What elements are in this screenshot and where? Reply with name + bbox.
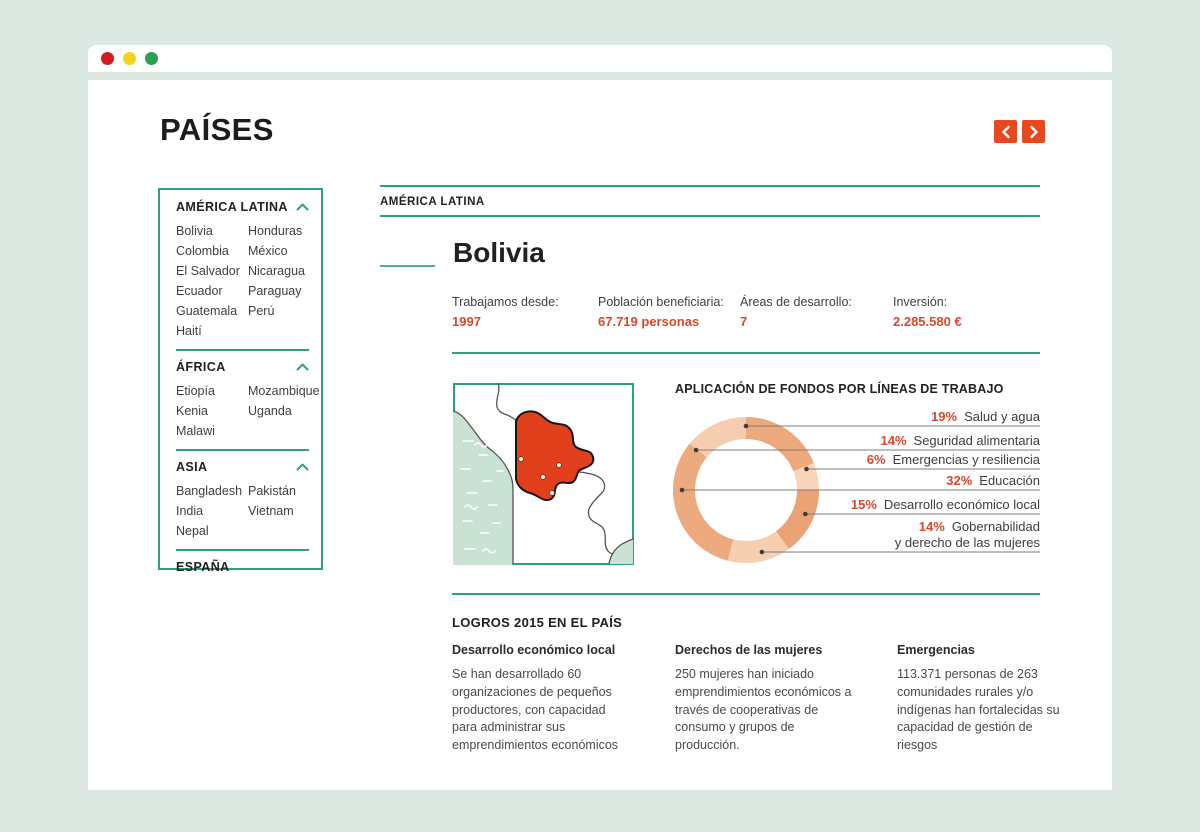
country-detail — [380, 185, 1060, 775]
stat-label: Inversión: — [893, 295, 948, 309]
map-svg — [453, 383, 634, 565]
sidebar-item-vietnam[interactable]: Vietnam — [248, 504, 294, 518]
legend-percent: 14% — [880, 433, 907, 448]
sidebar-item-paraguay[interactable]: Paraguay — [248, 284, 302, 298]
section-divider — [452, 352, 1040, 354]
country-pager — [994, 120, 1045, 143]
logros-column-desarrollo — [452, 643, 630, 755]
legend-label-line2: y derecho de las mujeres — [894, 535, 1040, 550]
sidebar-item-malawi[interactable]: Malawi — [176, 424, 215, 438]
legend-label: Seguridad alimentaria — [913, 433, 1040, 448]
legend-row-salud-y-agua — [931, 409, 1040, 425]
sidebar-section-america-latina[interactable] — [176, 198, 309, 215]
window-close-button[interactable] — [101, 52, 114, 65]
legend-label: Salud y agua — [964, 409, 1040, 424]
stat-inversion — [893, 295, 962, 329]
stat-value: 7 — [740, 314, 748, 329]
sidebar-item-uganda[interactable]: Uganda — [248, 404, 292, 418]
sidebar-item-etiopia[interactable]: Etiopía — [176, 384, 215, 398]
chevron-up-icon — [296, 363, 309, 371]
country-stats — [452, 295, 1040, 347]
browser-window — [88, 45, 1112, 790]
chevron-up-icon — [296, 463, 309, 471]
countries-sidebar — [158, 188, 323, 574]
stat-value: 1997 — [452, 314, 481, 329]
legend-leader-dot — [803, 512, 808, 517]
sidebar-section-espana[interactable] — [176, 558, 309, 575]
chart-title: APLICACIÓN DE FONDOS POR LÍNEAS DE TRABAJO — [675, 382, 1004, 396]
legend-row-desarrollo-economico — [851, 497, 1040, 513]
legend-row-gobernabilidad — [895, 519, 1040, 551]
window-titlebar — [88, 45, 1112, 72]
section-title: AMÉRICA LATINA — [176, 199, 288, 214]
stat-value: 2.285.580 € — [893, 314, 962, 329]
legend-percent: 15% — [850, 497, 877, 512]
legend-leader-dot — [744, 424, 749, 429]
donut-segment — [746, 417, 814, 471]
legend-leader-dot — [680, 488, 685, 493]
logros-column-text: 250 mujeres han iniciado emprendimientos económicos a través de cooperativas de consumo y grupos de producción. — [675, 667, 852, 752]
legend-label: Educación — [979, 473, 1040, 488]
previous-country-button[interactable] — [994, 120, 1017, 143]
legend-leader-dot — [694, 448, 699, 453]
legend-row-educacion — [946, 473, 1040, 489]
country-list-america-latina — [176, 221, 309, 341]
sidebar-item-haiti[interactable]: Haití — [176, 324, 202, 338]
sidebar-item-bolivia[interactable]: Bolivia — [176, 224, 213, 238]
legend-percent: 14% — [918, 519, 945, 534]
stat-areas-desarrollo — [740, 295, 852, 329]
window-zoom-button[interactable] — [145, 52, 158, 65]
stat-poblacion-beneficiaria — [598, 295, 724, 329]
logros-column-emergencias — [897, 643, 1075, 755]
section-title: ESPAÑA — [176, 559, 230, 574]
sidebar-item-colombia[interactable]: Colombia — [176, 244, 229, 258]
legend-leader-dot — [804, 467, 809, 472]
legend-label: Gobernabilidad — [951, 519, 1040, 534]
country-list-asia — [176, 481, 309, 541]
sidebar-item-nicaragua[interactable]: Nicaragua — [248, 264, 305, 278]
section-divider — [452, 593, 1040, 595]
sidebar-item-pakistan[interactable]: Pakistán — [248, 484, 296, 498]
legend-percent: 19% — [931, 409, 958, 424]
sidebar-item-bangladesh[interactable]: Bangladesh — [176, 484, 243, 498]
legend-row-emergencias — [867, 452, 1040, 468]
page-title: PAÍSES — [160, 112, 274, 147]
stat-label: Población beneficiaria: — [598, 295, 724, 309]
sidebar-item-honduras[interactable]: Honduras — [248, 224, 303, 238]
sidebar-item-el-salvador[interactable]: El Salvador — [176, 264, 240, 278]
chevron-left-icon — [1000, 125, 1012, 139]
sidebar-section-africa[interactable] — [176, 358, 309, 375]
logros-title: LOGROS 2015 EN EL PAÍS — [452, 615, 623, 630]
logros-column-mujeres — [675, 643, 853, 755]
sidebar-item-mexico[interactable]: México — [248, 244, 288, 258]
sidebar-item-peru[interactable]: Perú — [248, 304, 275, 318]
legend-row-seguridad-alimentaria — [881, 433, 1041, 449]
logros-column-title: Derechos de las mujeres — [675, 643, 823, 657]
sidebar-divider — [176, 449, 309, 451]
stat-trabajamos-desde — [452, 295, 559, 329]
section-title: ÁFRICA — [176, 359, 226, 374]
donut-segment — [673, 443, 733, 560]
country-title-dash — [380, 265, 435, 267]
country-name: Bolivia — [453, 237, 545, 268]
legend-label: Desarrollo económico local — [883, 497, 1040, 512]
legend-percent: 6% — [866, 452, 886, 467]
sidebar-section-asia[interactable] — [176, 458, 309, 475]
sidebar-divider — [176, 349, 309, 351]
logros-column-title: Desarrollo económico local — [452, 643, 616, 657]
sidebar-item-mozambique[interactable]: Mozambique — [248, 384, 320, 398]
chevron-up-icon — [296, 203, 309, 211]
legend-leader-dot — [760, 550, 765, 555]
logros-column-text: 113.371 personas de 263 comunidades rurales y/o indígenas han fortalecidas su capacidad de gestión de riesgos — [897, 667, 1060, 752]
logros-column-title: Emergencias — [897, 643, 975, 657]
section-title: ASIA — [176, 459, 208, 474]
sidebar-item-nepal[interactable]: Nepal — [176, 524, 209, 538]
country-list-africa — [176, 381, 320, 441]
sidebar-item-guatemala[interactable]: Guatemala — [176, 304, 238, 318]
stat-value: 67.719 personas — [598, 314, 700, 329]
stat-label: Trabajamos desde: — [452, 295, 559, 309]
region-label: AMÉRICA LATINA — [380, 196, 485, 208]
window-minimize-button[interactable] — [123, 52, 136, 65]
logros-column-text: Se han desarrollado 60 organizaciones de pequeños productores, con capacidad para administrar sus emprendimientos económicos — [452, 667, 619, 752]
sidebar-divider — [176, 549, 309, 551]
sidebar-item-kenia[interactable]: Kenia — [176, 404, 208, 418]
legend-label: Emergencias y resiliencia — [892, 452, 1040, 467]
stat-label: Áreas de desarrollo: — [740, 295, 852, 309]
chevron-right-icon — [1028, 125, 1040, 139]
legend-percent: 32% — [946, 473, 973, 488]
page-content — [88, 80, 1112, 790]
sidebar-item-ecuador[interactable]: Ecuador — [176, 284, 223, 298]
next-country-button[interactable] — [1022, 120, 1045, 143]
bolivia-map — [453, 383, 634, 565]
sidebar-item-india[interactable]: India — [176, 504, 204, 518]
region-header — [380, 185, 1040, 217]
